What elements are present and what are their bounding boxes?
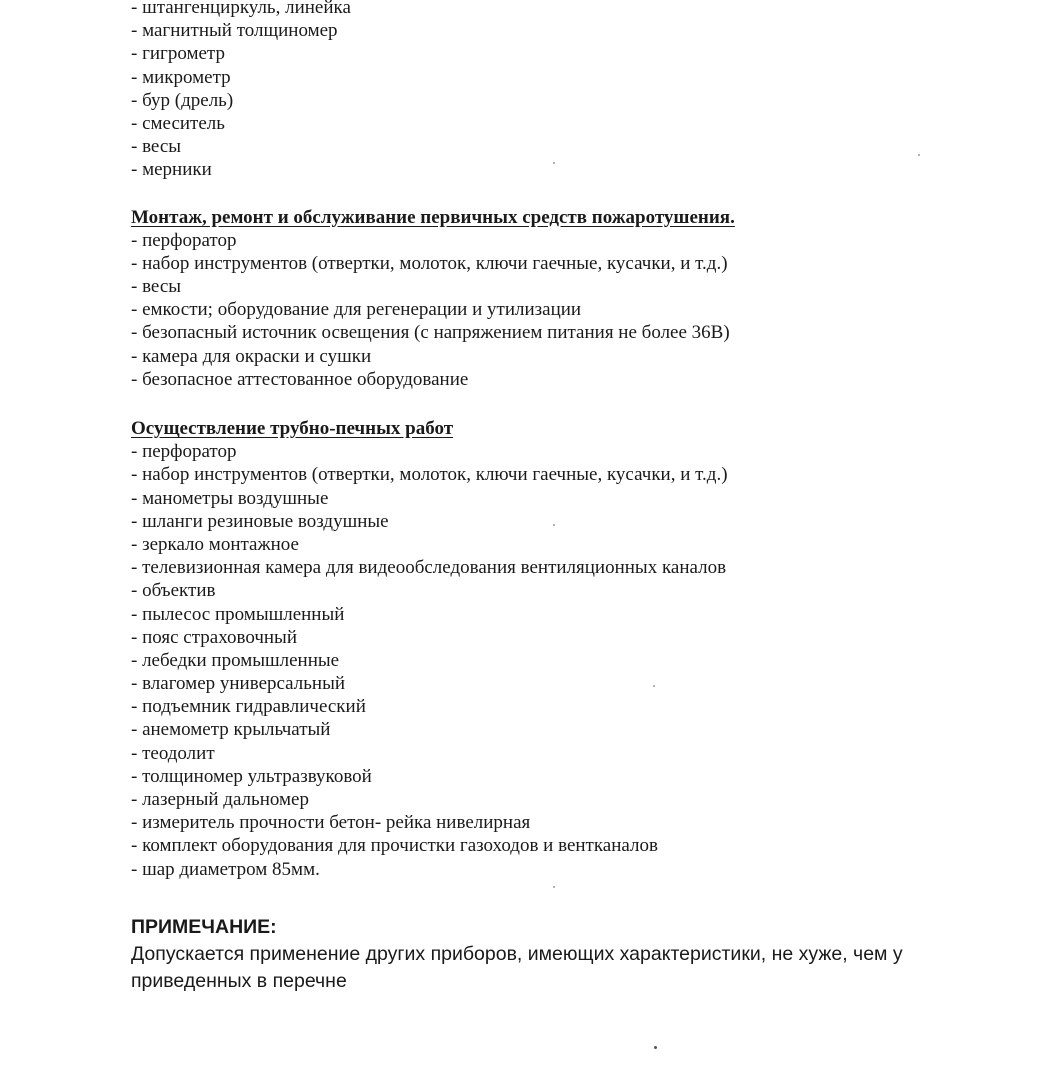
list-item: - мерники	[131, 159, 212, 181]
note-title: ПРИМЕЧАНИЕ:	[131, 916, 277, 938]
list-item: - пылесос промышленный	[131, 603, 345, 625]
list-item: - лазерный дальномер	[131, 789, 309, 810]
fire-equipment-list	[131, 229, 1011, 391]
list-item: - гигрометр	[131, 43, 225, 65]
spacer	[131, 391, 1011, 417]
section-heading-fire: Монтаж, ремонт и обслуживание первичных средств пожаротушения.	[131, 206, 735, 228]
list-item: - перфоратор	[131, 229, 237, 251]
section-heading-pipe: Осуществление трубно-печных работ	[131, 418, 454, 439]
list-item: - комплект оборудования для прочистки газоходов и вентканалов	[131, 835, 658, 857]
list-item: - манометры воздушные	[131, 487, 329, 509]
list-item: - зеркало монтажное	[131, 533, 299, 555]
scan-speck	[654, 1046, 657, 1049]
list-item: - набор инструментов (отвертки, молоток, ключи гаечные, кусачки, и т.д.)	[131, 464, 728, 486]
pipe-equipment-list	[131, 440, 1011, 881]
scan-speck	[553, 886, 555, 888]
list-item: - набор инструментов (отвертки, молоток, ключи гаечные, кусачки, и т.д.)	[131, 252, 728, 274]
list-item: - весы	[131, 276, 182, 298]
list-item: - бур (дрель)	[131, 89, 234, 111]
scan-speck	[918, 154, 920, 156]
list-item: - лебедки промышленные	[131, 649, 340, 671]
list-item: - измеритель прочности бетон- рейка нивелирная	[131, 812, 531, 834]
list-item: - пояс страховочный	[131, 626, 297, 648]
spacer	[131, 182, 1011, 206]
list-item: - шар диаметром 85мм.	[131, 858, 320, 880]
list-item: - шланги резиновые воздушные	[131, 510, 389, 532]
list-item: - объектив	[131, 580, 216, 602]
list-item: - весы	[131, 136, 182, 158]
document-page	[131, 0, 1011, 881]
top-equipment-list	[131, 0, 1011, 182]
list-item: - штангенциркуль, линейка	[131, 0, 351, 18]
list-item: - анемометр крыльчатый	[131, 719, 331, 741]
list-item: - безопасный источник освещения (с напряжением питания не более 36В)	[131, 322, 730, 344]
list-item: - емкости; оборудование для регенерации и утилизации	[131, 299, 582, 321]
list-item: - телевизионная камера для видеообследования вентиляционных каналов	[131, 557, 727, 579]
list-item: - подъемник гидравлический	[131, 696, 366, 718]
list-item: - перфоратор	[131, 441, 237, 463]
list-item: - микрометр	[131, 66, 231, 88]
note-block	[131, 914, 1011, 995]
list-item: - влагомер универсальный	[131, 673, 346, 695]
scan-speck	[553, 162, 555, 164]
list-item: - магнитный толщиномер	[131, 20, 338, 42]
list-item: - безопасное аттестованное оборудование	[131, 368, 469, 390]
list-item: - теодолит	[131, 742, 215, 764]
list-item: - камера для окраски и сушки	[131, 345, 372, 367]
note-text: Допускается применение других приборов, имеющих характеристики, не хуже, чем у приведенных в перечне	[131, 943, 903, 992]
scan-speck	[553, 524, 555, 526]
scan-speck	[653, 685, 655, 687]
list-item: - толщиномер ультразвуковой	[131, 765, 372, 787]
list-item: - смеситель	[131, 112, 225, 134]
